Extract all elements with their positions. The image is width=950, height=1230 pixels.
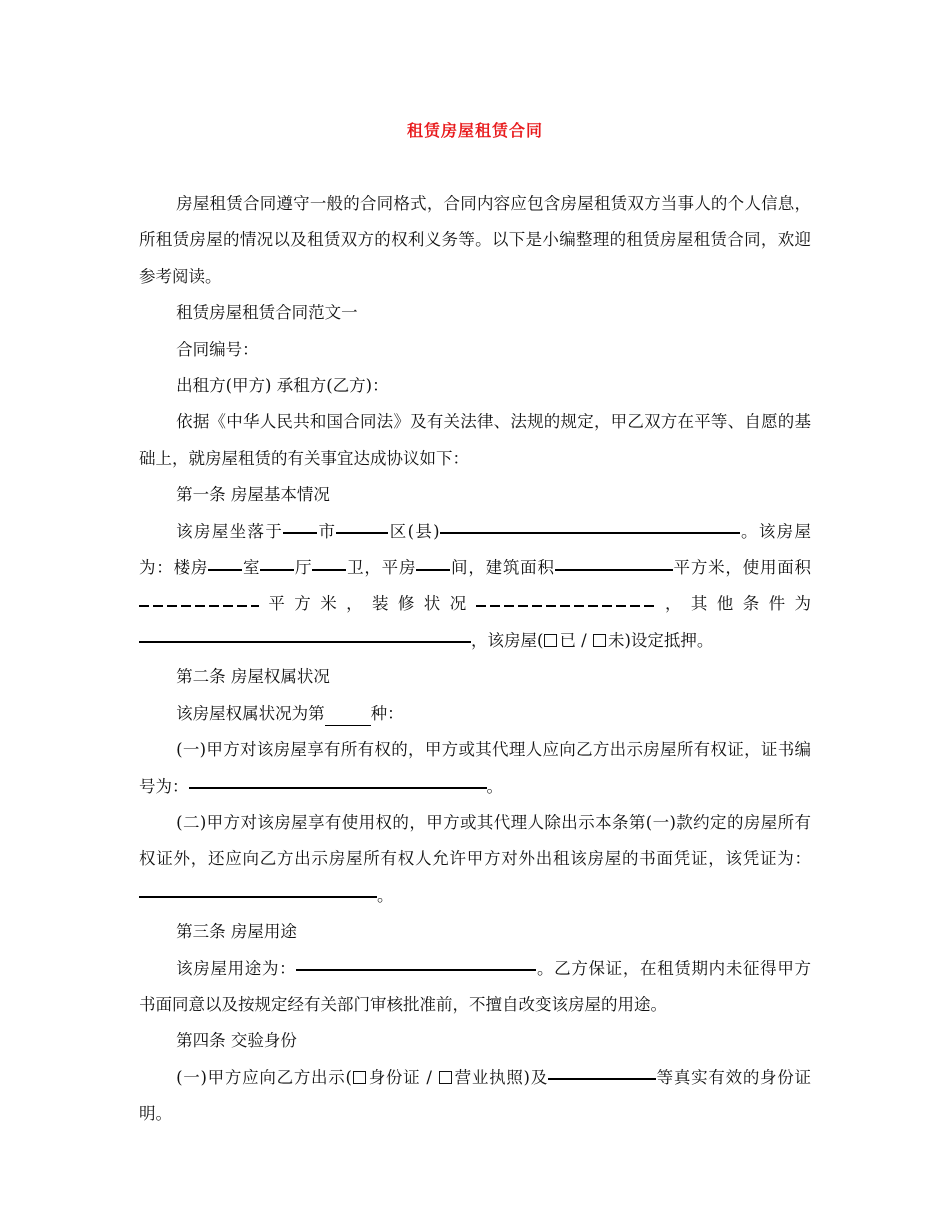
document-title: 租赁房屋租赁合同 [406,121,543,140]
article-2-clause-2: (二)甲方对该房屋享有使用权的，甲方或其代理人除出示本条第(一)款约定的房屋所有权证外，还应向乙方出示房屋所有权人允许甲方对外出租该房屋的书面凭证，该凭证为：。 [139,812,811,905]
article-1-text: 该房屋坐落于 市 区(县) 。该房屋为：楼房 室 厅 卫，平房 间，建筑面积 平方米，使用面积平方米，装修状况 ，其他条件为，该房屋( 已 / 未)设定抵押。 [139,521,812,650]
article-1-heading: 第一条 房屋基本情况 [176,485,330,505]
district-blank [336,532,388,534]
article-3-text: 该房屋用途为： 。乙方保证，在租赁期内未征得甲方书面同意以及按规定经有关部门审核批准前，不擅自改变该房屋的用途。 [139,958,812,1014]
business-license-checkbox[interactable] [439,1071,452,1084]
article-2-clause-1: (一)甲方对该房屋享有所有权的，甲方或其代理人应向乙方出示房屋所有权证，证书编号为： 。 [139,740,811,796]
contract-number: 合同编号： [176,339,259,359]
certificate-number-blank [189,787,487,789]
document-body [139,186,811,1133]
parties-line: 出租方(甲方) 承租方(乙方)： [176,376,389,396]
id-card-checkbox[interactable] [353,1071,366,1084]
baths-blank [312,569,346,571]
article-4-heading: 第四条 交验身份 [176,1031,297,1051]
decoration-blank [476,605,656,607]
not-mortgaged-checkbox[interactable] [593,634,606,647]
building-area-blank [555,569,673,571]
voucher-blank [139,896,377,898]
mortgaged-checkbox[interactable] [544,634,557,647]
address-blank [440,532,740,534]
halls-blank [260,569,294,571]
intro-paragraph: 房屋租赁合同遵守一般的合同格式，合同内容应包含房屋租赁双方当事人的个人信息，所租赁房屋的情况以及租赁双方的权利义务等。以下是小编整理的租赁房屋租赁合同，欢迎参考阅读。 [139,194,811,286]
basis-paragraph: 依据《中华人民共和国合同法》及有关法律、法规的规定，甲乙双方在平等、自愿的基础上，就房屋租赁的有关事宜达成协议如下： [139,412,811,468]
status-blank [325,725,371,726]
article-3-heading: 第三条 房屋用途 [176,922,297,942]
usage-blank [296,969,536,971]
other-conditions-blank [139,641,471,643]
usable-area-blank [139,605,259,607]
bungalow-rooms-blank [416,569,450,571]
rooms-blank [208,569,242,571]
sample-heading: 租赁房屋租赁合同范文一 [176,303,358,323]
article-4-clause-1: (一)甲方应向乙方出示( 身份证 / 营业执照)及 等真实有效的身份证明。 [139,1067,812,1124]
other-id-blank [548,1078,656,1080]
article-2-status: 该房屋权属状况为第 种： [139,696,811,732]
city-blank [283,532,317,534]
article-2-heading: 第二条 房屋权属状况 [176,667,330,687]
